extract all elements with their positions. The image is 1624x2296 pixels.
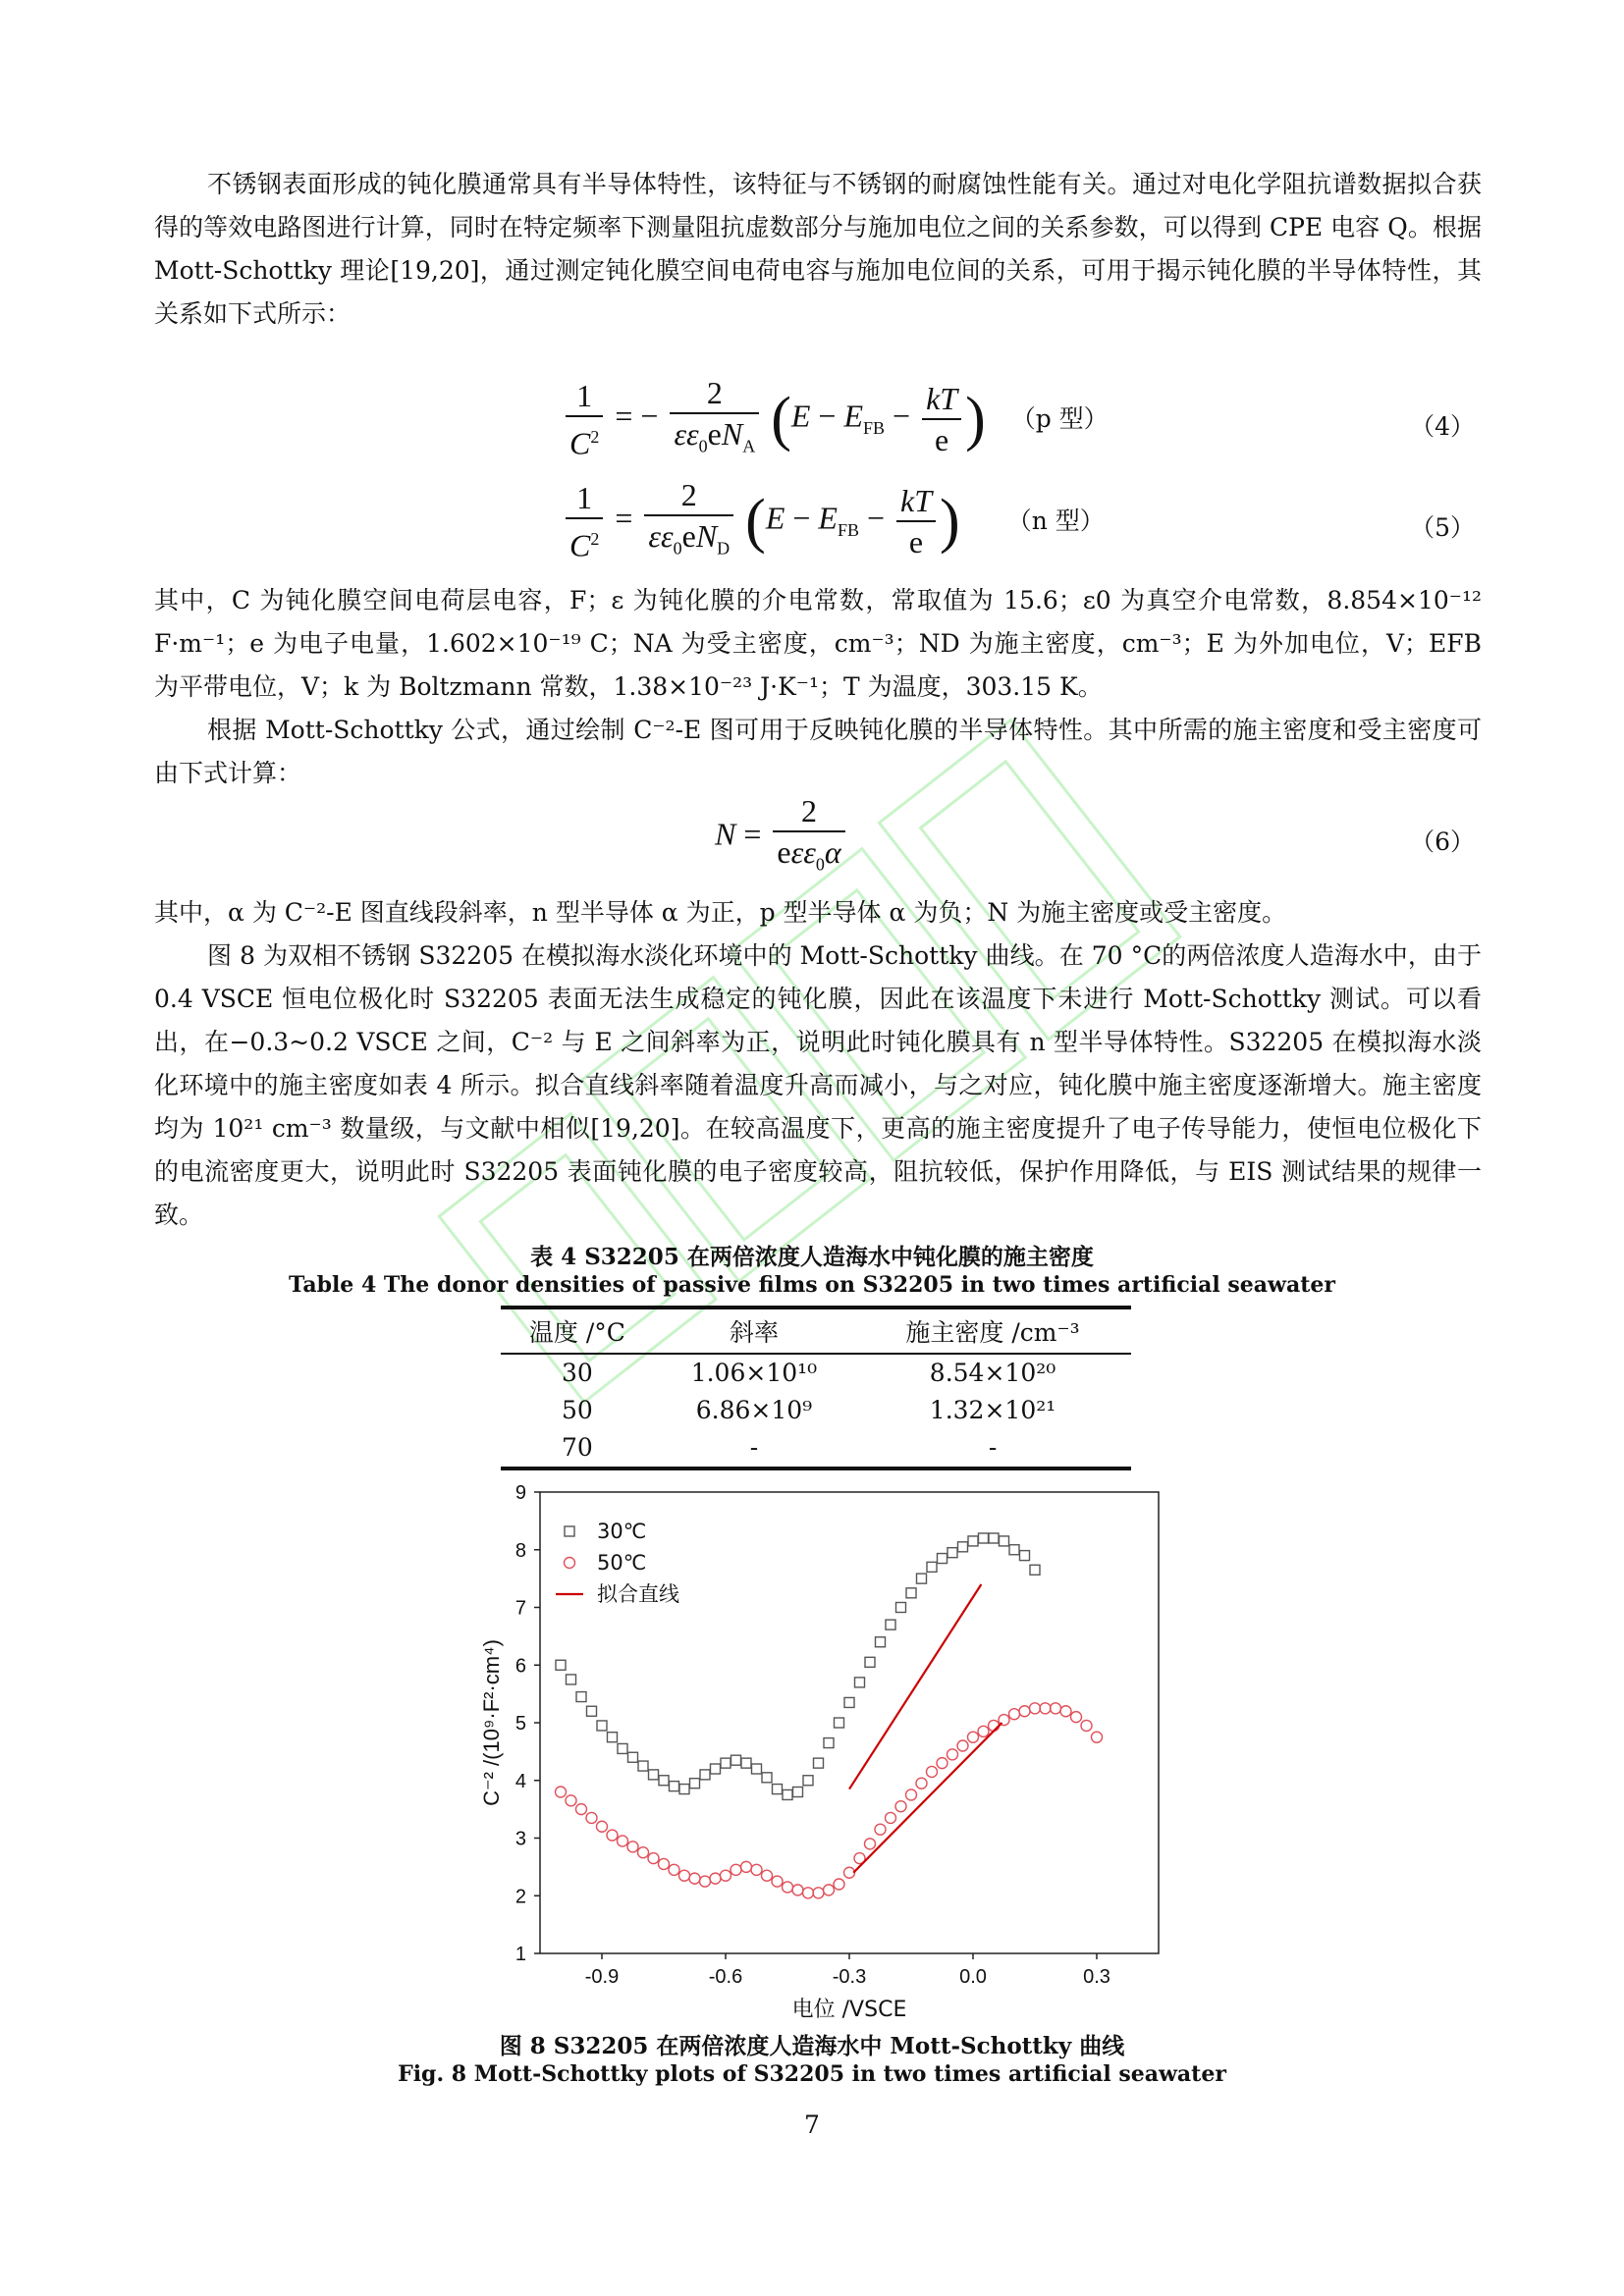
figure-caption-en: Fig. 8 Mott-Schottky plots of S32205 in two times artificial seawater xyxy=(398,2061,1226,2087)
x-tick-label: 0.0 xyxy=(959,1966,987,1988)
mott-schottky-chart xyxy=(471,1474,1178,2024)
table-caption-cn: 表 4 S32205 在两倍浓度人造海水中钝化膜的施主密度 xyxy=(530,1244,1094,1270)
y-tick-label: 2 xyxy=(514,1886,526,1908)
x-tick-label: -0.6 xyxy=(708,1966,743,1988)
table-cell: 6.86×10⁹ xyxy=(695,1396,813,1424)
equation-5-number: （5） xyxy=(1410,513,1475,542)
legend-label-fit: 拟合直线 xyxy=(597,1582,679,1606)
legend-label-30c: 30℃ xyxy=(597,1520,647,1543)
y-axis-label: C⁻² /(10⁹·F²·cm⁴) xyxy=(479,1639,504,1806)
equation-6-number: （6） xyxy=(1410,828,1475,856)
table-cell: 70 xyxy=(501,1429,654,1468)
y-tick-label: 4 xyxy=(514,1770,526,1792)
y-tick-label: 6 xyxy=(514,1655,526,1678)
x-axis-label: 电位 /VSCE xyxy=(791,1998,907,2022)
table-row xyxy=(501,1354,1131,1392)
y-tick-label: 8 xyxy=(514,1539,526,1562)
table-cell: 30 xyxy=(562,1359,593,1387)
table-cell: - xyxy=(654,1429,854,1468)
table-cell: - xyxy=(854,1429,1131,1468)
x-tick-label: -0.3 xyxy=(832,1966,867,1988)
figure-caption-cn: 图 8 S32205 在两倍浓度人造海水中 Mott-Schottky 曲线 xyxy=(499,2033,1125,2059)
equation-4-number: （4） xyxy=(1410,412,1475,441)
table-header-cell: 斜率 xyxy=(654,1308,854,1354)
paragraph-discussion: 图 8 为双相不锈钢 S32205 在模拟海水淡化环境中的 Mott-Schottky 曲线。在 70 °C的两倍浓度人造海水中，由于 0.4 VSCE 恒电位极化时 S32205 表面无法生成稳定的钝化膜，因此在该温度下未进行 Mott-Schottky 测试。可以看出，在−0.3~0.2 VSCE 之间，C⁻² 与 E 之间斜率为正，说明此时钝化膜具有 n 型半导体特性。S32205 在模拟海水淡化环境中的施主密度如表 4 所示。拟合直线斜率随着温度升高而减小，与之对应，钝化膜中施主密度逐渐增大。施主密度均为 10²¹ cm⁻³ 数量级，与文献中相似[19,20]。在较高温度下，更高的施主密度提升了电子传导能力，使恒电位极化下的电流密度更大，说明此时 S32205 表面钝化膜的电子密度较高，阻抗较低，保护作用降低，与 EIS 测试结果的规律一致。 xyxy=(154,941,1482,1229)
table-cell: 50 xyxy=(562,1396,593,1424)
y-tick-label: 7 xyxy=(514,1597,526,1620)
equation-5-type: （n 型） xyxy=(1006,506,1105,535)
table-header-cell: 温度 /°C xyxy=(501,1308,654,1354)
donor-density-table xyxy=(501,1306,1131,1470)
y-tick-label: 1 xyxy=(514,1944,526,1965)
table-cell: 8.54×10²⁰ xyxy=(929,1359,1056,1387)
y-tick-label: 5 xyxy=(514,1713,526,1735)
paragraph-ms-formula: 根据 Mott-Schottky 公式，通过绘制 C⁻²-E 图可用于反映钝化膜的半导体特性。其中所需的施主密度和受主密度可由下式计算： xyxy=(154,716,1482,787)
table-caption-en: Table 4 The donor densities of passive films on S32205 in two times artificial seawater xyxy=(289,1272,1335,1298)
equation-4: $\frac{1}{C^2}$ = − $\frac{2}{\varepsilon\varepsilon_0eN_A}$ ($E - E_{FB}$ − $\frac{kT}{e}$ ) （p 型） xyxy=(562,373,1109,465)
paragraph-symbols: 其中，C 为钝化膜空间电荷层电容，F；ε 为钝化膜的介电常数，常取值为 15.6；ε0 为真空介电常数，8.854×10⁻¹² F·m⁻¹；e 为电子电量，1.602×10⁻¹⁹ C；NA 为受主密度，cm⁻³；ND 为施主密度，cm⁻³；E 为外加电位，V；EFB 为平带电位，V；k 为 Boltzmann 常数，1.38×10⁻²³ J·K⁻¹；T 为温度，303.15 K。 xyxy=(154,586,1482,701)
table-cell: 1.32×10²¹ xyxy=(929,1396,1056,1424)
x-tick-label: 0.3 xyxy=(1083,1966,1110,1988)
equation-4-type: （p 型） xyxy=(1010,403,1109,433)
table-cell: 1.06×10¹⁰ xyxy=(690,1359,818,1387)
table-row xyxy=(501,1429,1131,1468)
equation-5: $\frac{1}{C^2}$ = $\frac{2}{\varepsilon\varepsilon_0eN_D}$ ($E - E_{FB}$ − $\frac{kT}{e}$ ) （n 型） xyxy=(562,475,1105,567)
table-row xyxy=(501,1392,1131,1429)
y-tick-label: 3 xyxy=(514,1828,526,1850)
table-header-row xyxy=(501,1308,1131,1354)
page-number: 7 xyxy=(804,2110,820,2139)
paragraph-intro: 不锈钢表面形成的钝化膜通常具有半导体特性，该特征与不锈钢的耐腐蚀性能有关。通过对电化学阻抗谱数据拟合获得的等效电路图进行计算，同时在特定频率下测量阻抗虚数部分与施加电位之间的关系参数，可以得到 CPE 电容 Q。根据 Mott-Schottky 理论[19,20]，通过测定钝化膜空间电荷电容与施加电位间的关系，可用于揭示钝化膜的半导体特性，其关系如下式所示： xyxy=(154,170,1482,328)
paragraph-slope: 其中，α 为 C⁻²-E 图直线段斜率，n 型半导体 α 为正，p 型半导体 α 为负；N 为施主密度或受主密度。 xyxy=(154,898,1287,927)
y-tick-label: 9 xyxy=(514,1482,526,1504)
equation-6: N = $\frac{2}{e\varepsilon\varepsilon_0\alpha}$ xyxy=(715,791,849,883)
table-header-cell: 施主密度 /cm⁻³ xyxy=(854,1308,1131,1354)
legend-label-50c: 50℃ xyxy=(597,1551,647,1575)
x-tick-label: -0.9 xyxy=(584,1966,620,1988)
